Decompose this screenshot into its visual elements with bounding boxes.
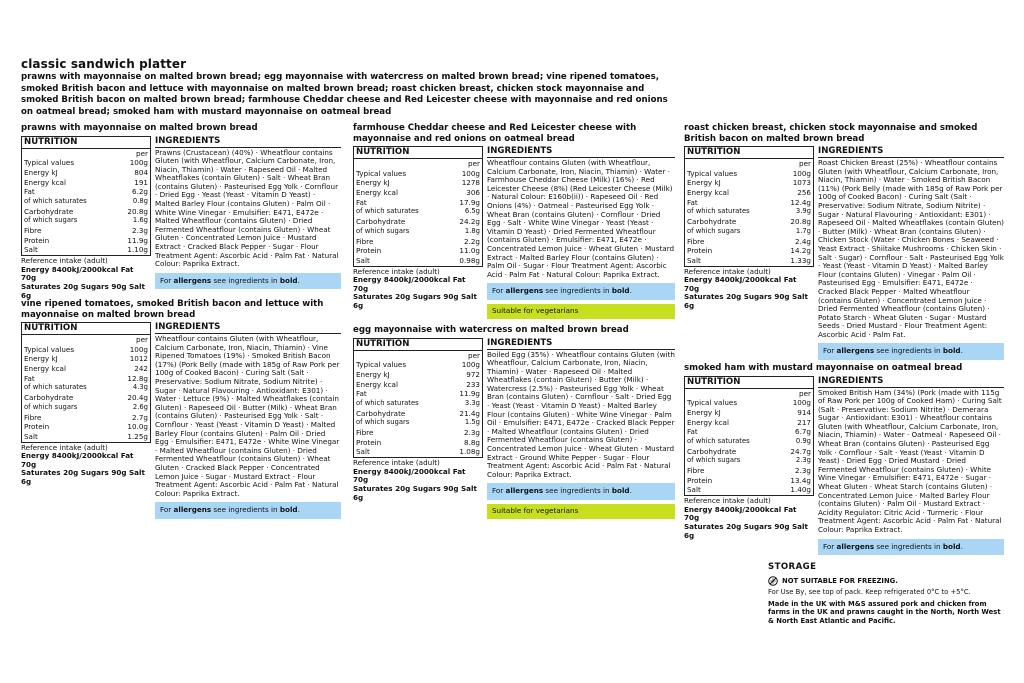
nutrition-table bbox=[21, 136, 151, 257]
ingredients-text: Boiled Egg (35%) · Wheatflour contains Gluten (with Wheatflour, Calcium Carbonate, Iron, Niacin, Thiamin) · Water · Rapeseed Oil · Malted Wheatflakes (contain Gluten) · Butter (Milk) · Watercress (2.5%) · Pasteurised Egg Yolk · Wheat Bran (contains Gluten) · Cornflour · Salt · Dried Egg · Yeast (Yeast · Vitamin D Yeast) · Malted Barley Flour (contains Gluten) · White Wine Vinegar · Palm Oil · Emulsifier: E471, E472e · Cracked Black Pepper · Malted Wheatflour (contains Gluten) · Dried Fermented Wheatflour (contains Gluten) · Concentrated Lemon Juice · Wheat Gluten · Mustard Extract · Ground White Pepper · Sugar · Flour Treatment Agent: Ascorbic Acid · Palm Fat · Natural Colour: Paprika Extract. bbox=[487, 349, 675, 479]
nutrient-value: 2.3g bbox=[464, 428, 480, 438]
nutrient-value: 24.2g bbox=[459, 217, 480, 227]
reference-intake-label: Reference intake (adult) bbox=[684, 266, 771, 276]
nutrient-value: 191 bbox=[134, 177, 148, 187]
nutrient-name: Energy kcal bbox=[24, 364, 66, 373]
nutrition-row bbox=[685, 456, 813, 466]
nutrition-table bbox=[21, 322, 151, 443]
nutrient-value: 217 bbox=[797, 417, 811, 427]
nutrient-name: Energy kJ bbox=[356, 178, 390, 188]
nutrition-per-label: per bbox=[468, 350, 480, 360]
nutrition-row bbox=[22, 393, 150, 403]
reference-intake-energy: Energy 8400kJ/2000kcal Fat 70g bbox=[353, 466, 466, 485]
storage-use-by: For Use By, see top of pack. Keep refrigerated 0°C to +5°C. bbox=[768, 588, 971, 596]
nutrient-value: 100g bbox=[461, 360, 480, 370]
product-heading: roast chicken breast, chicken stock mayonnaise and smoked British bacon on malted brown bread bbox=[684, 123, 978, 144]
nutrient-name: Carbohydrate bbox=[356, 408, 406, 418]
nutrient-value: 2.3g bbox=[132, 226, 148, 236]
nutrient-name: of which sugars bbox=[356, 418, 410, 427]
nutrition-row bbox=[685, 256, 813, 266]
nutrition-row bbox=[22, 207, 150, 217]
nutrient-value: 3.9g bbox=[795, 207, 811, 216]
ingredients-text: Smoked British Ham (34%) (Pork (made with 115g of Raw Pork per 100g of Cooked Ham) · Curing Salt (Salt · Preservative: Sodium Nitrite) · Demerara Sugar · Antioxidant: E301) · Wheatflour contains Gluten (with Wheatflour, Calcium Carbonate, Iron, Niacin, Thiamin) · Water · Oatmeal · Rapeseed Oil · Wheat Bran (contains Gluten) · Pasteurised Egg Yolk · Cornflour · Salt · Yeast (Yeast · Vitamin D Yeast) · Dried Egg · Dried Mustard · Dried Fermented Wheatflour (contains Gluten) · White Wine Vinegar · Emulsifier: E471, E472e · Sugar · Wheat Gluten · Wheat Starch (contains Gluten) · Concentrated Lemon Juice · Malted Barley Flour (contains Gluten) · Palm Oil · Mustard Extract · Acidity Regulator: Citric Acid · Turmeric · Flour Treatment Agent: Ascorbic Acid · Palm Fat · Natural Colour: Paprika Extract. bbox=[818, 387, 1002, 534]
nutrition-header: NUTRITION bbox=[685, 147, 813, 159]
reference-intake bbox=[21, 257, 151, 300]
reference-intake-energy: Energy 8400kJ/2000kcal Fat 70g bbox=[21, 264, 134, 283]
allergen-note: For allergens see ingredients in bold. bbox=[818, 343, 1004, 360]
product-heading: smoked ham with mustard mayonnaise on oatmeal bread bbox=[684, 363, 963, 373]
reference-intake-saturates: Saturates 20g Sugars 90g Salt 6g bbox=[684, 521, 808, 540]
nutrition-row bbox=[685, 476, 813, 486]
nutrition-header: NUTRITION bbox=[354, 339, 482, 351]
nutrient-name: Salt bbox=[24, 431, 38, 441]
nutrition-header: NUTRITION bbox=[685, 377, 813, 389]
nutrient-value: 11.9g bbox=[127, 235, 148, 245]
nutrient-name: Fibre bbox=[356, 236, 374, 246]
nutrition-row bbox=[354, 380, 482, 390]
nutrition-row bbox=[685, 217, 813, 227]
nutrient-value: 10.0g bbox=[127, 422, 148, 432]
nutrition-row bbox=[22, 364, 150, 374]
nutrient-value: 11.9g bbox=[459, 389, 480, 399]
nutrition-table bbox=[684, 376, 814, 497]
reference-intake bbox=[21, 444, 151, 487]
nutrient-name: Energy kcal bbox=[356, 188, 398, 197]
nutrition-per-label: per bbox=[799, 159, 811, 168]
nutrition-row bbox=[22, 216, 150, 226]
reference-intake-energy: Energy 8400kJ/2000kcal Fat 70g bbox=[684, 275, 797, 293]
storage-warning bbox=[768, 576, 898, 586]
nutrition-row bbox=[22, 422, 150, 432]
reference-intake bbox=[684, 497, 814, 540]
nutrient-value: 100g bbox=[792, 398, 811, 408]
nutrient-name: of which saturates bbox=[687, 207, 750, 216]
product-heading: farmhouse Cheddar cheese and Red Leicester cheese with mayonnaise and red onions on oatmeal bread bbox=[353, 123, 637, 144]
product-cheese bbox=[353, 123, 675, 319]
nutrient-value: 1.40g bbox=[790, 485, 811, 495]
nutrition-row bbox=[354, 237, 482, 247]
nutrient-value: 1.08g bbox=[459, 447, 480, 457]
ingredients-panel bbox=[487, 338, 675, 519]
nutrition-table bbox=[353, 146, 483, 267]
nutrient-name: Energy kJ bbox=[356, 369, 390, 379]
nutrient-name: Protein bbox=[687, 475, 713, 485]
storage-title: STORAGE bbox=[768, 562, 817, 572]
nutrient-value: 2.3g bbox=[795, 466, 811, 476]
nutrition-row bbox=[22, 245, 150, 255]
nutrition-row bbox=[22, 197, 150, 207]
nutrition-row bbox=[354, 198, 482, 208]
nutrient-value: 6.7g bbox=[795, 427, 811, 437]
nutrition-row bbox=[22, 383, 150, 393]
reference-intake-label: Reference intake (adult) bbox=[353, 266, 440, 276]
nutrient-value: 20.4g bbox=[127, 393, 148, 403]
nutrient-value: 100g bbox=[792, 168, 811, 178]
vegetarian-badge: Suitable for vegetarians bbox=[487, 304, 675, 319]
nutrition-row bbox=[354, 178, 482, 188]
nutrient-value: 6.2g bbox=[132, 187, 148, 197]
nutrient-value: 13.4g bbox=[790, 475, 811, 485]
allergen-note: For allergens see ingredients in bold. bbox=[818, 539, 1004, 556]
ingredients-text: Roast Chicken Breast (25%) · Wheatflour contains Gluten (with Wheatflour, Calcium Carbonate, Iron, Niacin, Thiamin) · Water · Smoked British Bacon (11%) (Pork Belly (made with 185g of Raw Pork per 100g of Cooked Bacon) · Curing Salt (Salt · Preservative: Sodium Nitrate, Sodium Nitrite) · Sugar · Natural Flavouring · Antioxidant: E301) · Rapeseed Oil · Malted Wheatflakes (contain Gluten) · Butter (Milk) · Wheat Bran (contains Gluten) · Chicken Stock (Water · Chicken Bones · Seaweed · Yeast Extract · Shiitake Mushrooms · Chicken Skin · Salt · Sugar) · Cornflour · Salt · Pasteurised Egg Yolk · Yeast (Yeast · Vitamin D Yeast) · Malted Barley Flour (contains Gluten) · Vinegar · Palm Oil · Pasteurised Egg · Emulsifier: E471, E472e · Cracked Black Pepper · Malted Wheatflour (contains Gluten) · Concentrated Lemon Juice · Dried Fermented Wheatflour (contains Gluten) · Potato Starch · Wheat Gluten · Sugar · Mustard Seeds · Dried Mustard · Flour Treatment Agent: Ascorbic Acid · Palm Fat. bbox=[818, 158, 1004, 339]
reference-intake-saturates: Saturates 20g Sugars 90g Salt 6g bbox=[21, 281, 145, 300]
nutrient-name: of which saturates bbox=[356, 398, 419, 407]
nutrient-name: Fibre bbox=[687, 466, 705, 476]
ingredients-header: INGREDIENTS bbox=[155, 136, 341, 148]
product-prawns bbox=[21, 123, 341, 300]
nutrition-header: NUTRITION bbox=[22, 137, 150, 149]
ingredients-text: Prawns (Crustacean) (40%) · Wheatflour contains Gluten (with Wheatflour, Calcium Carbonate, Iron, Niacin, Thiamin) · Water · Rapeseed Oil · Malted Wheatflakes (contain Gluten) · Salt · Wheat Bran (contains Gluten) · Pasteurised Egg Yolk · Cornflour · Dried Egg · Yeast (Yeast · Vitamin D Yeast) · Malted Barley Flour (contains Gluten) · Palm Oil · White Wine Vinegar · Emulsifier: E471, E472e · Malted Wheatflour (contains Gluten) · Dried Fermented Wheatflour (contains Gluten) · Wheat Gluten · Concentrated Lemon Juice · Mustard Extract · Cracked Black Pepper · Sugar · Flour Treatment Agent: Ascorbic Acid · Palm Fat · Natural Colour: Paprika Extract. bbox=[155, 147, 339, 269]
nutrition-row bbox=[354, 428, 482, 438]
nutrition-row bbox=[685, 227, 813, 237]
allergen-note: For allergens see ingredients in bold. bbox=[487, 283, 675, 300]
nutrient-name: Energy kJ bbox=[24, 167, 58, 177]
nutrition-row bbox=[22, 403, 150, 413]
nutrient-name: Protein bbox=[24, 235, 50, 245]
nutrient-value: 20.8g bbox=[127, 206, 148, 216]
nutrient-name: of which sugars bbox=[24, 402, 78, 411]
nutrient-name: Salt bbox=[356, 447, 370, 457]
nutrient-name: of which sugars bbox=[24, 216, 78, 225]
no-freezing-icon bbox=[768, 576, 778, 586]
ingredients-panel bbox=[818, 376, 1004, 556]
nutrient-value: 17.9g bbox=[459, 197, 480, 207]
nutrient-name: Protein bbox=[356, 437, 382, 447]
nutrition-row bbox=[22, 432, 150, 442]
storage-warning-text: NOT SUITABLE FOR FREEZING. bbox=[782, 577, 898, 585]
nutrient-value: 914 bbox=[797, 407, 811, 417]
nutrition-row bbox=[22, 236, 150, 246]
reference-intake-saturates: Saturates 20g Sugars 90g Salt 6g bbox=[353, 292, 477, 310]
nutrient-name: Fat bbox=[356, 389, 367, 399]
storage-origin: Made in the UK with M&S assured pork and chicken from farms in the UK and prawns caught in the North, North West & North East Atlantic and Pacific. bbox=[768, 600, 1001, 625]
product-heading: egg mayonnaise with watercress on malted brown bread bbox=[353, 325, 629, 335]
nutrition-row bbox=[685, 237, 813, 247]
allergen-note: For allergens see ingredients in bold. bbox=[487, 483, 675, 500]
nutrient-name: Protein bbox=[687, 246, 713, 256]
reference-intake-saturates: Saturates 20g Sugars 90g Salt 6g bbox=[353, 483, 477, 502]
nutrient-value: 24.7g bbox=[790, 446, 811, 456]
nutrition-row bbox=[22, 374, 150, 384]
nutrition-per-label: per bbox=[136, 335, 148, 344]
nutrient-name: Fibre bbox=[356, 428, 374, 438]
nutrient-value: 1.33g bbox=[790, 255, 811, 265]
ingredients-panel bbox=[487, 146, 675, 319]
nutrition-row bbox=[354, 188, 482, 198]
nutrient-name: Carbohydrate bbox=[24, 393, 74, 403]
nutrient-value: 6.5g bbox=[464, 207, 480, 216]
vegetarian-badge: Suitable for vegetarians bbox=[487, 504, 675, 519]
nutrition-table bbox=[684, 146, 814, 267]
nutrition-header: NUTRITION bbox=[354, 147, 482, 159]
nutrient-name: Fibre bbox=[24, 412, 42, 422]
ingredients-header: INGREDIENTS bbox=[818, 146, 1004, 158]
reference-intake bbox=[353, 459, 483, 502]
nutrient-value: 1012 bbox=[129, 354, 148, 364]
nutrient-name: Fat bbox=[24, 373, 35, 383]
nutrient-value: 100g bbox=[129, 344, 148, 354]
nutrient-name: Typical values bbox=[24, 158, 75, 168]
nutrition-row bbox=[354, 217, 482, 227]
nutrient-name: of which saturates bbox=[24, 383, 87, 392]
reference-intake-label: Reference intake (adult) bbox=[684, 496, 771, 506]
nutrient-value: 4.3g bbox=[132, 383, 148, 392]
ingredients-panel bbox=[155, 322, 341, 519]
nutrient-value: 21.4g bbox=[459, 408, 480, 418]
nutrition-row bbox=[685, 447, 813, 457]
ingredients-text: Wheatflour contains Gluten (with Wheatflour, Calcium Carbonate, Iron, Niacin, Thiamin) · Vine Ripened Tomatoes (19%) · Smoked British Bacon (17%) (Pork Belly (made with 185g of Raw Pork per 100g of Cooked Bacon) · Curing Salt (Salt · Preservative: Sodium Nitrate, Sodium Nitrite) · Sugar · Natural Flavouring · Antioxidant: E301) · Water · Lettuce (9%) · Malted Wheatflakes (contain Gluten) · Rapeseed Oil · Butter (Milk) · Wheat Bran (contains Gluten) · Pasteurised Egg Yolk · Salt · Cornflour · Yeast (Yeast · Vitamin D Yeast) · Malted Barley Flour (contains Gluten) · Palm Oil · Dried Egg · Emulsifier: E471, E472e · White Wine Vinegar · Malted Wheatflour (contains Gluten) · Dried Fermented Wheatflour (contains Gluten) · Wheat Gluten · Cracked Black Pepper · Concentrated Lemon Juice · Sugar · Mustard Extract · Flour Treatment Agent: Ascorbic Acid · Palm Fat · Natural Colour: Paprika Extract. bbox=[155, 334, 340, 498]
nutrient-name: Fat bbox=[356, 197, 367, 207]
nutrient-name: Energy kcal bbox=[356, 379, 398, 389]
reference-intake-saturates: Saturates 20g Sugars 90g Salt 6g bbox=[21, 468, 145, 486]
nutrition-row bbox=[354, 207, 482, 217]
nutrition-row bbox=[22, 226, 150, 236]
nutrition-per-label: per bbox=[136, 148, 148, 158]
nutrient-name: Energy kcal bbox=[687, 188, 729, 197]
nutrition-row bbox=[685, 427, 813, 437]
nutrient-value: 1.8g bbox=[464, 226, 480, 235]
nutrient-name: Fat bbox=[687, 427, 698, 437]
allergen-note: For allergens see ingredients in bold. bbox=[155, 502, 341, 519]
nutrient-value: 2.7g bbox=[132, 412, 148, 422]
nutrient-name: of which saturates bbox=[24, 196, 87, 205]
nutrient-value: 233 bbox=[466, 379, 480, 389]
nutrition-row bbox=[685, 178, 813, 188]
nutrient-name: Protein bbox=[24, 422, 50, 432]
reference-intake-energy: Energy 8400kJ/2000kcal Fat 70g bbox=[353, 275, 466, 293]
page-subtitle: prawns with mayonnaise on malted brown bread; egg mayonnaise with watercress on malted brown bread; vine ripened tomatoes, smoked British bacon and lettuce with mayonnaise on malted brown bread; roast chicken breast, chicken stock mayonnaise and smoked British bacon on malted brown bread; farmhouse Cheddar cheese and Red Leicester cheese with mayonnaise and red onions on oatmeal bread; smoked ham with mustard mayonnaise on oatmeal bread bbox=[21, 72, 668, 117]
ingredients-header: INGREDIENTS bbox=[818, 376, 1004, 388]
nutrition-row bbox=[685, 437, 813, 447]
nutrient-name: Energy kJ bbox=[687, 407, 721, 417]
nutrition-row bbox=[354, 409, 482, 419]
nutrient-value: 1.7g bbox=[795, 226, 811, 235]
nutrient-name: Typical values bbox=[687, 168, 738, 178]
nutrient-name: Carbohydrate bbox=[356, 217, 406, 227]
nutrition-row bbox=[685, 169, 813, 179]
ingredients-panel bbox=[818, 146, 1004, 360]
nutrition-row bbox=[22, 413, 150, 423]
nutrition-row bbox=[354, 246, 482, 256]
page-title: classic sandwich platter bbox=[21, 57, 187, 71]
reference-intake bbox=[684, 268, 814, 311]
nutrient-name: Salt bbox=[356, 255, 370, 265]
nutrient-name: of which saturates bbox=[356, 207, 419, 216]
nutrition-row bbox=[354, 256, 482, 266]
nutrient-value: 8.8g bbox=[464, 437, 480, 447]
allergen-note: For allergens see ingredients in bold. bbox=[155, 273, 341, 290]
nutrition-row bbox=[354, 360, 482, 370]
nutrient-name: Carbohydrate bbox=[687, 217, 737, 227]
nutrient-name: of which saturates bbox=[687, 436, 750, 445]
nutrient-value: 2.6g bbox=[132, 402, 148, 411]
nutrition-table bbox=[353, 338, 483, 459]
nutrient-value: 100g bbox=[129, 158, 148, 168]
nutrient-value: 14.2g bbox=[790, 246, 811, 256]
nutrient-name: Typical values bbox=[356, 360, 407, 370]
reference-intake bbox=[353, 268, 483, 311]
nutrition-row bbox=[22, 178, 150, 188]
nutrient-name: Energy kJ bbox=[687, 178, 721, 188]
nutrient-name: of which sugars bbox=[356, 226, 410, 235]
nutrient-name: Energy kcal bbox=[24, 177, 66, 187]
nutrition-row bbox=[685, 466, 813, 476]
product-egg bbox=[353, 325, 675, 519]
nutrient-value: 256 bbox=[797, 188, 811, 197]
product-chicken bbox=[684, 123, 1004, 360]
nutrition-per-label: per bbox=[799, 388, 811, 398]
ingredients-panel bbox=[155, 136, 341, 301]
nutrition-row bbox=[354, 389, 482, 399]
reference-intake-energy: Energy 8400kJ/2000kcal Fat 70g bbox=[21, 451, 134, 469]
nutrient-name: Salt bbox=[687, 485, 701, 495]
nutrient-name: of which sugars bbox=[687, 226, 741, 235]
nutrient-value: 1278 bbox=[461, 178, 480, 188]
nutrient-value: 804 bbox=[134, 167, 148, 177]
nutrition-row bbox=[354, 370, 482, 380]
nutrition-per-label: per bbox=[468, 159, 480, 168]
nutrient-name: Typical values bbox=[24, 344, 75, 354]
nutrition-row bbox=[354, 447, 482, 457]
nutrient-name: of which sugars bbox=[687, 456, 741, 465]
reference-intake-saturates: Saturates 20g Sugars 90g Salt 6g bbox=[684, 292, 808, 310]
nutrition-row bbox=[22, 158, 150, 168]
reference-intake-label: Reference intake (adult) bbox=[21, 442, 108, 452]
reference-intake-label: Reference intake (adult) bbox=[353, 458, 440, 468]
nutrient-value: 2.2g bbox=[464, 236, 480, 246]
nutrition-row bbox=[354, 418, 482, 428]
nutrient-value: 2.3g bbox=[795, 456, 811, 465]
nutrition-row bbox=[354, 399, 482, 409]
product-ham bbox=[684, 363, 1004, 555]
nutrition-row bbox=[685, 408, 813, 418]
nutrition-row bbox=[685, 198, 813, 208]
nutrition-row bbox=[354, 438, 482, 448]
nutrition-row bbox=[22, 168, 150, 178]
nutrition-row bbox=[685, 398, 813, 408]
nutrient-value: 242 bbox=[134, 364, 148, 373]
nutrient-name: Fat bbox=[687, 197, 698, 207]
reference-intake-label: Reference intake (adult) bbox=[21, 256, 108, 266]
nutrient-value: 1.25g bbox=[127, 431, 148, 441]
nutrition-row bbox=[685, 485, 813, 495]
nutrition-row bbox=[22, 354, 150, 364]
nutrient-value: 11.0g bbox=[459, 246, 480, 256]
nutrient-name: Energy kJ bbox=[24, 354, 58, 364]
nutrient-value: 0.8g bbox=[132, 196, 148, 205]
ingredients-text: Wheatflour contains Gluten (with Wheatflour, Calcium Carbonate, Iron, Niacin, Thiamin) · Water · Farmhouse Cheddar Cheese (Milk) (16%) · Red Leicester Cheese (8%) (Red Leicester Cheese (Milk) · Natural Colour: E160b(ii)) · Rapeseed Oil · Red Onions (4%) · Oatmeal · Pasteurised Egg Yolk · Wheat Bran (contains Gluten) · Cornflour · Dried Egg · Salt · White Wine Vinegar · Yeast (Yeast · Vitamin D Yeast) · Dried Fermented Wheatflour (contains Gluten) · Emulsifier: E471, E472e · Concentrated Lemon Juice · Wheat Gluten · Mustard Extract · Malted Barley Flour (contains Gluten) · Palm Oil · Sugar · Flour Treatment Agent: Ascorbic Acid · Palm Fat · Natural Colour: Paprika Extract. bbox=[487, 158, 675, 279]
nutrient-name: Fibre bbox=[687, 236, 705, 246]
ingredients-header: INGREDIENTS bbox=[487, 338, 675, 350]
ingredients-header: INGREDIENTS bbox=[487, 146, 675, 158]
ingredients-header: INGREDIENTS bbox=[155, 322, 341, 334]
nutrient-name: Energy kcal bbox=[687, 417, 729, 427]
product-heading: vine ripened tomatoes, smoked British bacon and lettuce with mayonnaise on malted brown bread bbox=[21, 299, 324, 320]
nutrient-value: 972 bbox=[466, 369, 480, 379]
nutrition-row bbox=[685, 188, 813, 198]
nutrient-value: 1.6g bbox=[132, 216, 148, 225]
nutrient-value: 306 bbox=[466, 188, 480, 197]
nutrient-value: 1073 bbox=[792, 178, 811, 188]
nutrition-row bbox=[685, 246, 813, 256]
nutrient-name: Fat bbox=[24, 187, 35, 197]
nutrient-value: 0.9g bbox=[795, 436, 811, 445]
nutrient-value: 1.5g bbox=[464, 418, 480, 427]
nutrition-row bbox=[685, 207, 813, 217]
nutrient-value: 12.4g bbox=[790, 197, 811, 207]
nutrition-row bbox=[685, 418, 813, 428]
nutrient-name: Fibre bbox=[24, 226, 42, 236]
nutrient-name: Carbohydrate bbox=[687, 446, 737, 456]
nutrient-name: Salt bbox=[24, 245, 38, 255]
nutrient-name: Typical values bbox=[687, 398, 738, 408]
nutrient-name: Protein bbox=[356, 246, 382, 256]
nutrition-row bbox=[22, 187, 150, 197]
product-heading: prawns with mayonnaise on malted brown bread bbox=[21, 123, 258, 133]
nutrient-value: 12.8g bbox=[127, 373, 148, 383]
nutrient-name: Typical values bbox=[356, 168, 407, 178]
nutrient-value: 20.8g bbox=[790, 217, 811, 227]
nutrition-row bbox=[22, 345, 150, 355]
nutrient-name: Carbohydrate bbox=[24, 206, 74, 216]
nutrient-name: Salt bbox=[687, 255, 701, 265]
nutrition-row bbox=[354, 227, 482, 237]
nutrition-row bbox=[354, 169, 482, 179]
nutrition-header: NUTRITION bbox=[22, 323, 150, 335]
nutrient-value: 1.10g bbox=[127, 245, 148, 255]
reference-intake-energy: Energy 8400kJ/2000kcal Fat 70g bbox=[684, 504, 797, 523]
nutrient-value: 2.4g bbox=[795, 236, 811, 246]
nutrient-value: 3.3g bbox=[464, 398, 480, 407]
product-blt bbox=[21, 299, 341, 519]
nutrient-value: 0.98g bbox=[459, 255, 480, 265]
nutrient-value: 100g bbox=[461, 168, 480, 178]
